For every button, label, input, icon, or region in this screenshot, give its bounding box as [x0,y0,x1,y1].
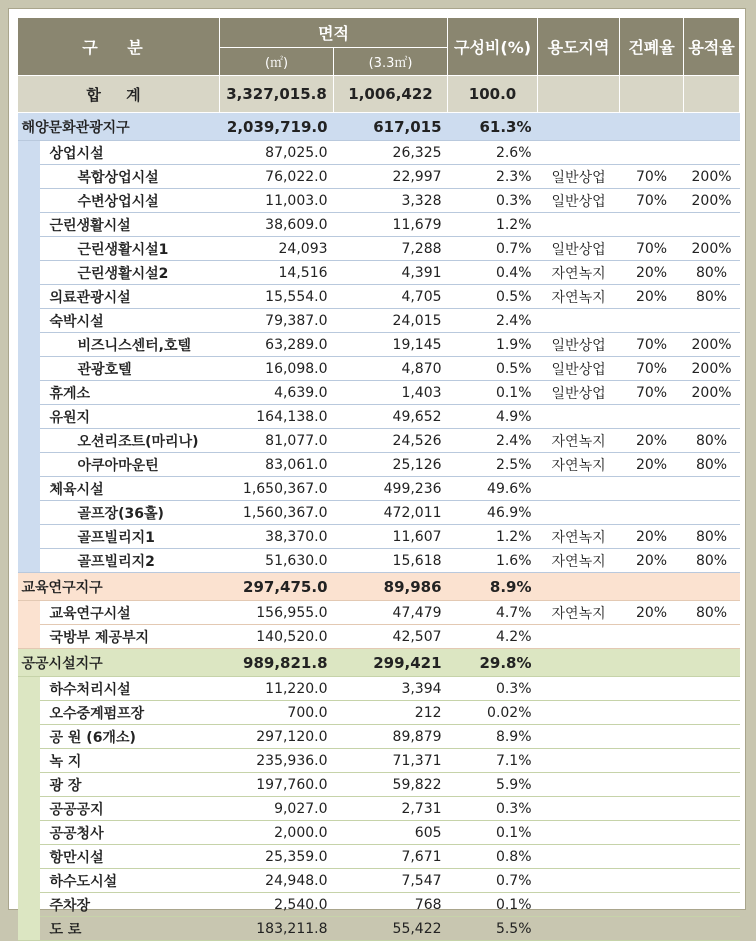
item-coverage [620,405,684,429]
table-row [18,261,740,285]
item-floor-area-ratio: 80% [684,525,740,549]
item-zoning [538,677,620,701]
item-floor-area-ratio [684,213,740,237]
item-label: 골프빌리지1 [40,525,220,549]
item-m2: 79,387.0 [220,309,334,333]
item-pyeong: 7,671 [334,845,448,869]
item-pyeong: 499,236 [334,477,448,501]
item-zoning: 일반상업 [538,333,620,357]
table-row [18,141,740,165]
item-zoning [538,701,620,725]
item-m2: 4,639.0 [220,381,334,405]
item-m2: 87,025.0 [220,141,334,165]
item-m2: 2,540.0 [220,893,334,917]
table-row [18,917,740,941]
item-floor-area-ratio [684,773,740,797]
item-floor-area-ratio [684,749,740,773]
item-ratio: 1.2% [448,525,538,549]
item-pyeong: 59,822 [334,773,448,797]
item-ratio: 1.9% [448,333,538,357]
item-m2: 38,609.0 [220,213,334,237]
item-pyeong: 7,288 [334,237,448,261]
table-row [18,893,740,917]
item-ratio: 2.4% [448,429,538,453]
item-pyeong: 89,879 [334,725,448,749]
item-label: 오션리조트(마리나) [40,429,220,453]
item-ratio: 0.3% [448,677,538,701]
item-m2: 63,289.0 [220,333,334,357]
total-label: 합 계 [18,76,220,113]
item-zoning: 자연녹지 [538,601,620,625]
item-label: 오수중계펌프장 [40,701,220,725]
item-ratio: 0.1% [448,381,538,405]
item-floor-area-ratio: 200% [684,189,740,213]
item-pyeong: 11,679 [334,213,448,237]
item-m2: 14,516 [220,261,334,285]
table-row [18,525,740,549]
district-empty-cell [538,573,620,601]
item-coverage: 70% [620,357,684,381]
item-zoning: 일반상업 [538,165,620,189]
item-label: 상업시설 [40,141,220,165]
district-m2: 989,821.8 [220,649,334,677]
item-zoning: 일반상업 [538,381,620,405]
table-row [18,405,740,429]
item-ratio: 0.02% [448,701,538,725]
district-empty-cell [620,649,684,677]
item-label: 항만시설 [40,845,220,869]
item-zoning: 일반상업 [538,237,620,261]
item-floor-area-ratio [684,701,740,725]
item-label: 공공청사 [40,821,220,845]
table-row [18,501,740,525]
item-label: 유원지 [40,405,220,429]
item-label: 근린생활시설2 [40,261,220,285]
item-pyeong: 7,547 [334,869,448,893]
item-zoning [538,773,620,797]
table-row [18,333,740,357]
item-label: 골프빌리지2 [40,549,220,573]
district-row [18,573,740,601]
header-category: 구 분 [18,18,220,76]
table-row [18,189,740,213]
total-far [684,76,740,113]
item-floor-area-ratio: 80% [684,601,740,625]
district-empty-cell [538,649,620,677]
table-row [18,549,740,573]
item-pyeong: 25,126 [334,453,448,477]
item-zoning: 자연녹지 [538,453,620,477]
item-floor-area-ratio: 80% [684,285,740,309]
item-label: 휴게소 [40,381,220,405]
district-pyeong: 617,015 [334,113,448,141]
table-row [18,773,740,797]
item-label: 공공공지 [40,797,220,821]
item-zoning: 자연녹지 [538,285,620,309]
item-coverage [620,625,684,649]
item-coverage [620,141,684,165]
item-m2: 24,948.0 [220,869,334,893]
item-m2: 700.0 [220,701,334,725]
item-coverage: 20% [620,285,684,309]
item-coverage: 70% [620,165,684,189]
item-label: 공 원 (6개소) [40,725,220,749]
district-color-strip [18,141,40,573]
item-floor-area-ratio: 80% [684,549,740,573]
item-label: 녹 지 [40,749,220,773]
table-row [18,797,740,821]
table-row [18,677,740,701]
item-m2: 24,093 [220,237,334,261]
district-empty-cell [620,573,684,601]
item-ratio: 0.5% [448,285,538,309]
item-m2: 183,211.8 [220,917,334,941]
item-zoning [538,821,620,845]
item-ratio: 0.8% [448,845,538,869]
item-pyeong: 2,731 [334,797,448,821]
table-row [18,453,740,477]
item-m2: 1,650,367.0 [220,477,334,501]
item-label: 교육연구시설 [40,601,220,625]
item-floor-area-ratio [684,477,740,501]
item-ratio: 2.6% [448,141,538,165]
district-name: 공공시설지구 [18,649,220,677]
item-floor-area-ratio: 80% [684,261,740,285]
item-label: 하수처리시설 [40,677,220,701]
item-pyeong: 3,394 [334,677,448,701]
item-pyeong: 11,607 [334,525,448,549]
item-pyeong: 768 [334,893,448,917]
item-coverage: 20% [620,261,684,285]
item-coverage [620,893,684,917]
item-ratio: 0.1% [448,893,538,917]
table-row [18,869,740,893]
item-floor-area-ratio [684,845,740,869]
item-zoning [538,845,620,869]
header-area-unit-m2: (㎡) [220,48,334,76]
header-ratio: 구성비(%) [448,18,538,76]
item-coverage [620,309,684,333]
item-ratio: 0.3% [448,189,538,213]
table-row [18,701,740,725]
item-zoning: 자연녹지 [538,525,620,549]
item-pyeong: 472,011 [334,501,448,525]
item-coverage [620,501,684,525]
item-coverage [620,701,684,725]
item-m2: 15,554.0 [220,285,334,309]
item-m2: 156,955.0 [220,601,334,625]
district-empty-cell [620,113,684,141]
item-pyeong: 19,145 [334,333,448,357]
item-floor-area-ratio [684,625,740,649]
item-floor-area-ratio [684,821,740,845]
item-ratio: 49.6% [448,477,538,501]
item-m2: 1,560,367.0 [220,501,334,525]
total-zone [538,76,620,113]
table-row [18,429,740,453]
item-label: 숙박시설 [40,309,220,333]
item-ratio: 2.4% [448,309,538,333]
item-ratio: 4.9% [448,405,538,429]
item-coverage: 20% [620,525,684,549]
item-ratio: 5.5% [448,917,538,941]
item-pyeong: 71,371 [334,749,448,773]
item-label: 수변상업시설 [40,189,220,213]
item-coverage [620,677,684,701]
item-zoning [538,141,620,165]
header-zoning: 용도지역 [538,18,620,76]
item-ratio: 4.2% [448,625,538,649]
item-label: 도 로 [40,917,220,941]
item-label: 광 장 [40,773,220,797]
item-zoning: 일반상업 [538,189,620,213]
district-pyeong: 89,986 [334,573,448,601]
item-floor-area-ratio: 200% [684,357,740,381]
district-m2: 297,475.0 [220,573,334,601]
table-row [18,821,740,845]
item-pyeong: 4,705 [334,285,448,309]
total-ratio: 100.0 [448,76,538,113]
item-coverage [620,821,684,845]
item-m2: 11,003.0 [220,189,334,213]
district-m2: 2,039,719.0 [220,113,334,141]
item-floor-area-ratio: 200% [684,237,740,261]
item-floor-area-ratio: 200% [684,333,740,357]
item-zoning [538,749,620,773]
district-name: 교육연구지구 [18,573,220,601]
item-ratio: 2.3% [448,165,538,189]
item-pyeong: 4,870 [334,357,448,381]
item-label: 복합상업시설 [40,165,220,189]
item-label: 비즈니스센터,호텔 [40,333,220,357]
item-zoning: 일반상업 [538,357,620,381]
item-pyeong: 42,507 [334,625,448,649]
item-label: 의료관광시설 [40,285,220,309]
item-floor-area-ratio [684,309,740,333]
district-row [18,649,740,677]
item-m2: 297,120.0 [220,725,334,749]
table-row [18,165,740,189]
item-coverage: 70% [620,189,684,213]
item-ratio: 0.7% [448,237,538,261]
total-pyeong: 1,006,422 [334,76,448,113]
item-coverage: 70% [620,381,684,405]
item-zoning [538,797,620,821]
item-coverage: 20% [620,429,684,453]
item-m2: 76,022.0 [220,165,334,189]
item-zoning [538,213,620,237]
item-pyeong: 22,997 [334,165,448,189]
item-m2: 83,061.0 [220,453,334,477]
item-label: 근린생활시설1 [40,237,220,261]
item-pyeong: 47,479 [334,601,448,625]
table-row [18,381,740,405]
item-pyeong: 4,391 [334,261,448,285]
table-row [18,601,740,625]
item-ratio: 0.7% [448,869,538,893]
table-row [18,357,740,381]
item-coverage [620,749,684,773]
item-pyeong: 55,422 [334,917,448,941]
item-zoning: 자연녹지 [538,429,620,453]
table-row [18,285,740,309]
item-floor-area-ratio [684,141,740,165]
item-zoning: 자연녹지 [538,549,620,573]
district-pyeong: 299,421 [334,649,448,677]
table-row [18,477,740,501]
item-pyeong: 15,618 [334,549,448,573]
item-coverage: 20% [620,549,684,573]
item-coverage [620,725,684,749]
district-ratio: 8.9% [448,573,538,601]
item-floor-area-ratio: 200% [684,381,740,405]
item-coverage: 20% [620,601,684,625]
item-ratio: 5.9% [448,773,538,797]
district-empty-cell [684,573,740,601]
item-coverage: 70% [620,333,684,357]
item-pyeong: 212 [334,701,448,725]
item-m2: 51,630.0 [220,549,334,573]
item-m2: 140,520.0 [220,625,334,649]
item-floor-area-ratio [684,917,740,941]
item-coverage: 70% [620,237,684,261]
item-m2: 11,220.0 [220,677,334,701]
item-ratio: 1.6% [448,549,538,573]
district-color-strip [18,677,40,941]
item-pyeong: 605 [334,821,448,845]
item-zoning [538,893,620,917]
item-zoning [538,625,620,649]
item-floor-area-ratio [684,797,740,821]
district-color-strip [18,601,40,649]
item-label: 관광호텔 [40,357,220,381]
item-m2: 25,359.0 [220,845,334,869]
header-area: 면적 [220,18,448,48]
table-row [18,237,740,261]
total-coverage [620,76,684,113]
item-ratio: 0.5% [448,357,538,381]
item-pyeong: 1,403 [334,381,448,405]
item-label: 체육시설 [40,477,220,501]
item-ratio: 8.9% [448,725,538,749]
item-label: 하수도시설 [40,869,220,893]
item-ratio: 0.1% [448,821,538,845]
table-row [18,725,740,749]
item-ratio: 2.5% [448,453,538,477]
item-floor-area-ratio [684,501,740,525]
item-ratio: 0.3% [448,797,538,821]
item-pyeong: 3,328 [334,189,448,213]
header-coverage: 건폐율 [620,18,684,76]
header-area-unit-pyeong: (3.3㎡) [334,48,448,76]
item-floor-area-ratio [684,677,740,701]
item-m2: 81,077.0 [220,429,334,453]
item-ratio: 4.7% [448,601,538,625]
item-m2: 9,027.0 [220,797,334,821]
land-use-table-frame [8,8,746,938]
item-floor-area-ratio: 80% [684,453,740,477]
item-ratio: 0.4% [448,261,538,285]
district-empty-cell [684,649,740,677]
item-m2: 38,370.0 [220,525,334,549]
item-zoning [538,725,620,749]
item-m2: 164,138.0 [220,405,334,429]
total-m2: 3,327,015.8 [220,76,334,113]
item-m2: 197,760.0 [220,773,334,797]
item-coverage [620,797,684,821]
item-coverage [620,213,684,237]
table-row [18,749,740,773]
district-empty-cell [538,113,620,141]
item-zoning [538,477,620,501]
district-empty-cell [684,113,740,141]
item-ratio: 7.1% [448,749,538,773]
item-pyeong: 26,325 [334,141,448,165]
item-label: 국방부 제공부지 [40,625,220,649]
item-coverage [620,917,684,941]
table-row [18,625,740,649]
item-floor-area-ratio: 200% [684,165,740,189]
item-zoning [538,869,620,893]
item-ratio: 1.2% [448,213,538,237]
item-floor-area-ratio [684,405,740,429]
item-m2: 2,000.0 [220,821,334,845]
item-label: 아쿠아마운틴 [40,453,220,477]
land-use-table [17,17,740,941]
item-label: 주차장 [40,893,220,917]
table-row [18,845,740,869]
district-name: 해양문화관광지구 [18,113,220,141]
item-coverage [620,845,684,869]
item-zoning [538,309,620,333]
item-m2: 16,098.0 [220,357,334,381]
item-m2: 235,936.0 [220,749,334,773]
item-label: 골프장(36홀) [40,501,220,525]
item-zoning [538,917,620,941]
district-ratio: 61.3% [448,113,538,141]
item-floor-area-ratio [684,869,740,893]
item-floor-area-ratio [684,893,740,917]
table-row [18,309,740,333]
total-row [18,76,740,113]
item-pyeong: 24,526 [334,429,448,453]
item-coverage: 20% [620,453,684,477]
district-row [18,113,740,141]
item-ratio: 46.9% [448,501,538,525]
district-ratio: 29.8% [448,649,538,677]
item-coverage [620,773,684,797]
item-coverage [620,477,684,501]
item-pyeong: 49,652 [334,405,448,429]
item-label: 근린생활시설 [40,213,220,237]
table-row [18,213,740,237]
item-floor-area-ratio: 80% [684,429,740,453]
item-zoning: 자연녹지 [538,261,620,285]
item-zoning [538,405,620,429]
header-floor-area-ratio: 용적율 [684,18,740,76]
item-zoning [538,501,620,525]
item-coverage [620,869,684,893]
item-floor-area-ratio [684,725,740,749]
item-pyeong: 24,015 [334,309,448,333]
